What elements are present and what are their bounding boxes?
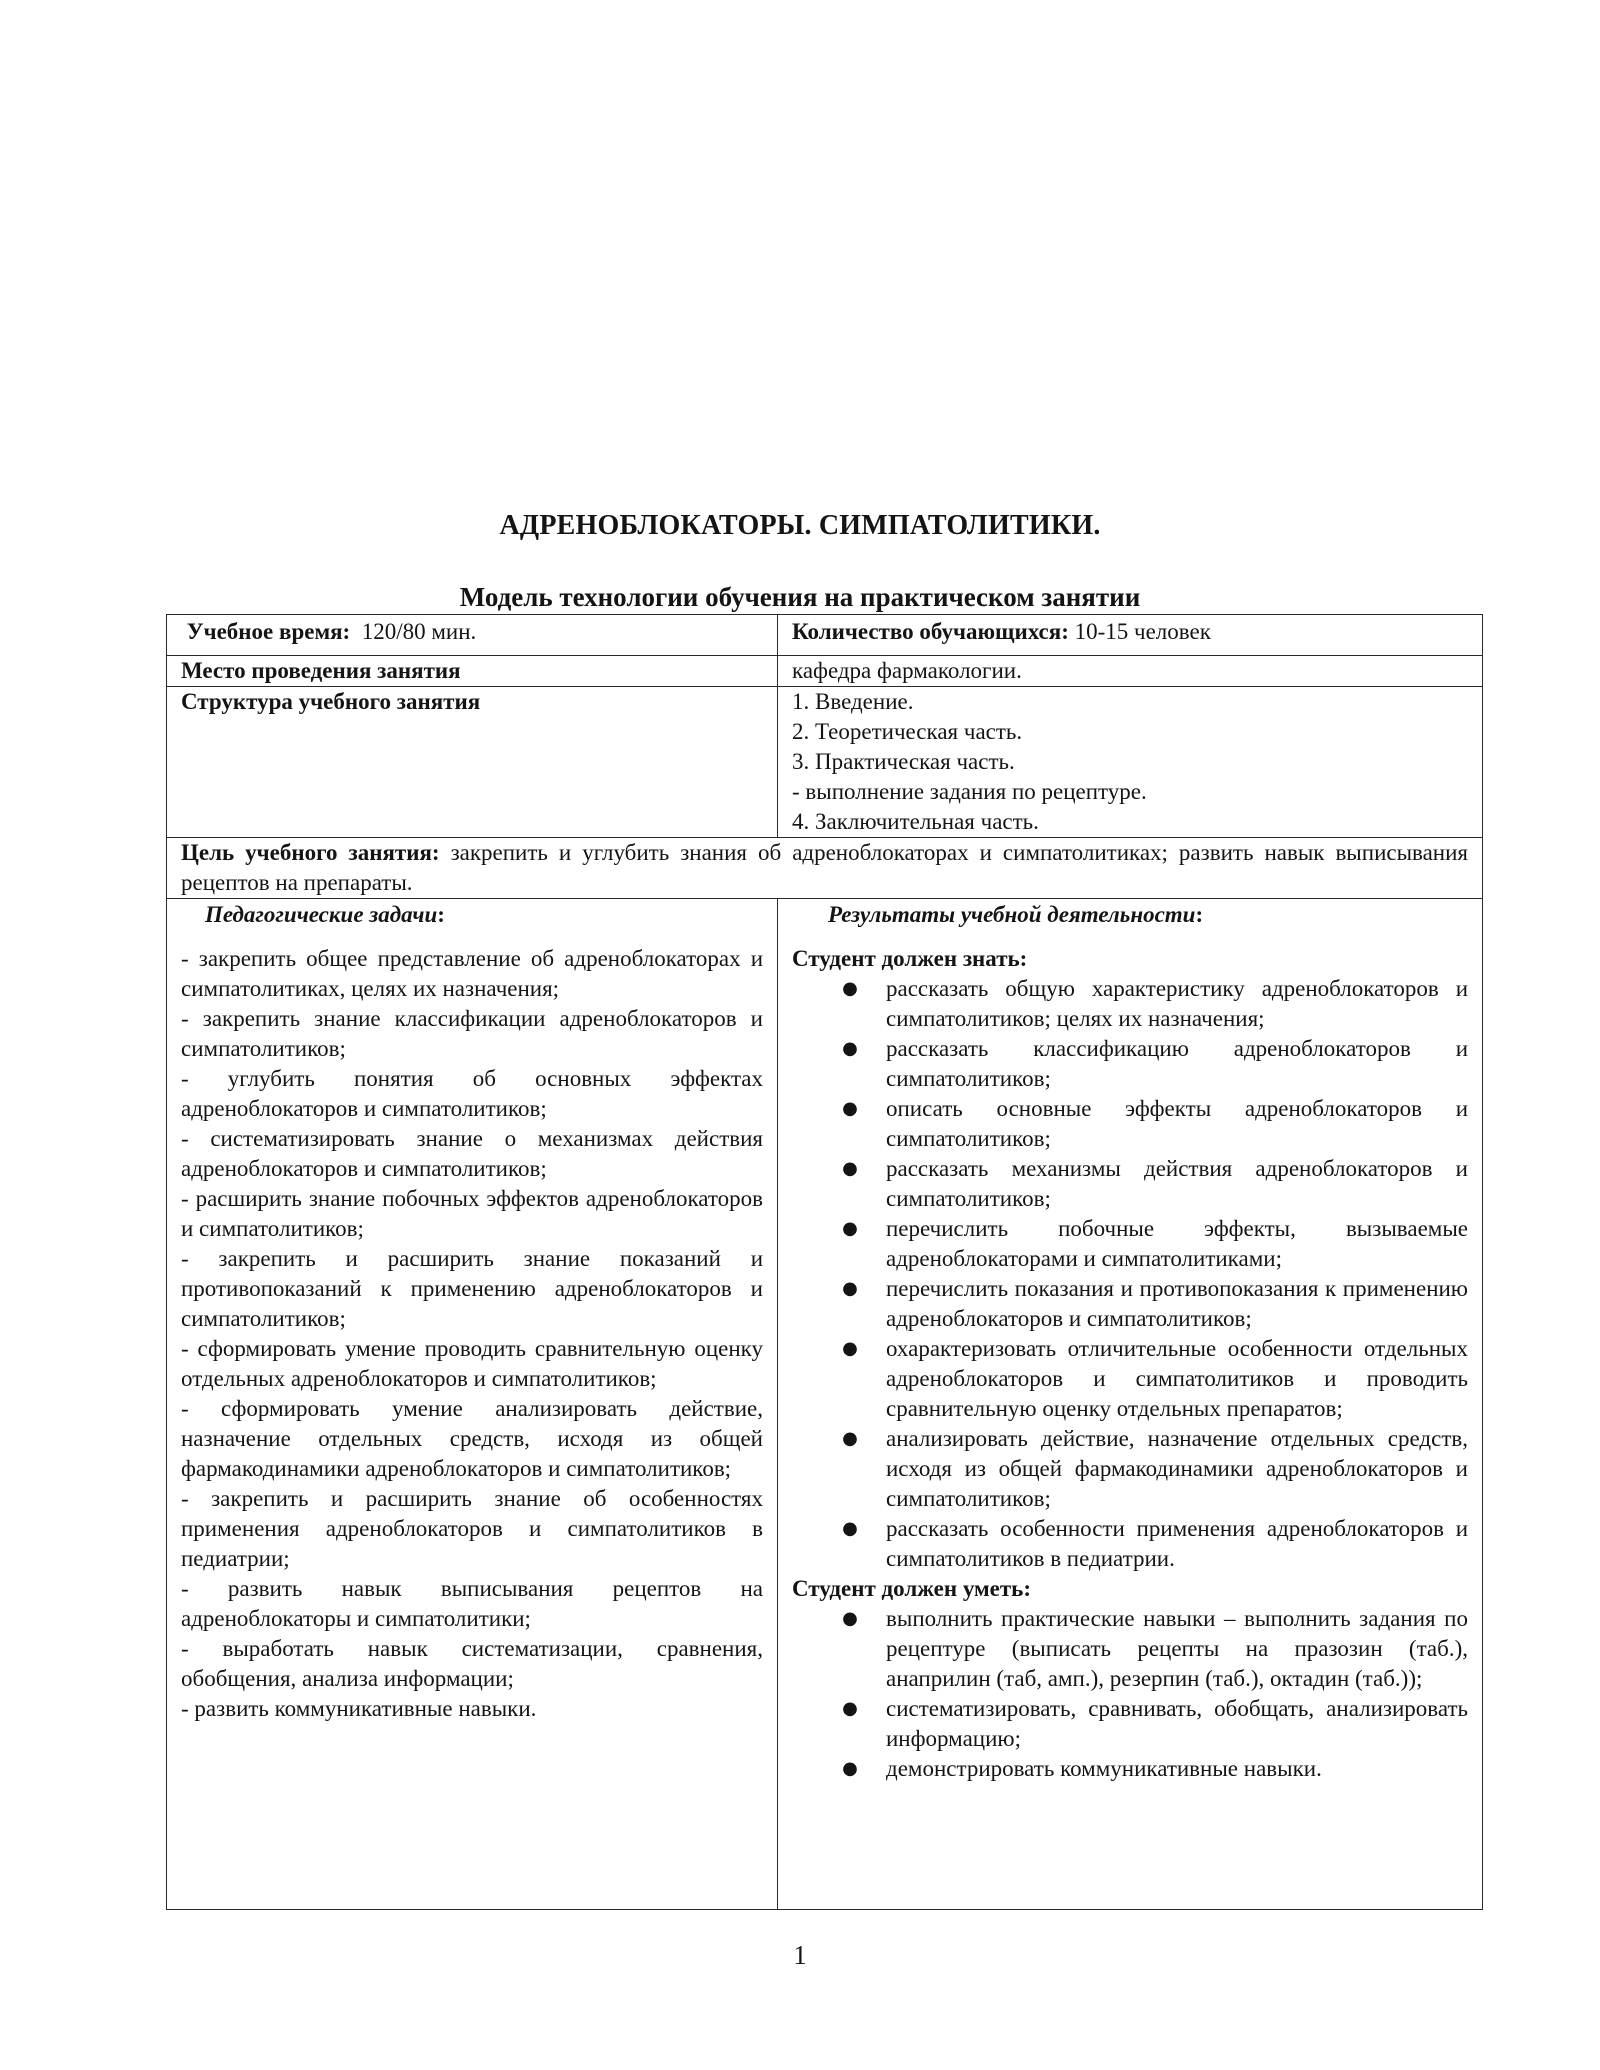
document-title: АДРЕНОБЛОКАТОРЫ. СИМПАТОЛИТИКИ. xyxy=(499,510,1101,541)
list-item: ● систематизировать, сравнивать, обобщать, анализировать информацию; xyxy=(792,1694,1468,1754)
page-number: 1 xyxy=(793,1940,807,1970)
list-item: ● рассказать классификацию адреноблокаторов и симпатолитиков; xyxy=(792,1034,1468,1094)
task-item: - углубить понятия об основных эффектах адреноблокаторов и симпатолитиков; xyxy=(181,1066,763,1121)
structure-item: - выполнение задания по рецептуре. xyxy=(792,779,1147,804)
task-item: - выработать навык систематизации, сравнения, обобщения, анализа информации; xyxy=(181,1636,763,1691)
document-subtitle: Модель технологии обучения на практическом занятии xyxy=(459,582,1141,612)
bullet-icon: ● xyxy=(842,1698,858,1719)
count-label: Количество обучающихся: xyxy=(792,619,1069,644)
table-row xyxy=(167,687,1483,838)
goal-text: закрепить и углубить знания об адреноблокаторах и симпатолитиках; развить навык выписывания рецептов на препараты. xyxy=(181,840,1468,895)
bullet-icon: ● xyxy=(842,1158,858,1179)
bullet-icon: ● xyxy=(842,1428,858,1449)
goal-label: Цель учебного занятия: xyxy=(181,840,440,865)
structure-item: 4. Заключительная часть. xyxy=(792,809,1039,834)
task-item: - систематизировать знание о механизмах действия адреноблокаторов и симпатолитиков; xyxy=(181,1126,763,1181)
task-item: - закрепить и расширить знание показаний и противопоказаний к применению адреноблокаторов и симпатолитиков; xyxy=(181,1246,763,1331)
results-heading: Результаты учебной деятельности: xyxy=(828,902,1204,927)
bullet-icon: ● xyxy=(842,1518,858,1539)
task-item: - сформировать умение проводить сравнительную оценку отдельных адреноблокаторов и симпатолитиков; xyxy=(181,1336,763,1391)
task-item: - развить навык выписывания рецептов на адреноблокаторы и симпатолитики; xyxy=(181,1576,763,1631)
goal-cell xyxy=(167,838,1483,899)
bullet-icon: ● xyxy=(842,1098,858,1119)
structure-item: 3. Практическая часть. xyxy=(792,749,1015,774)
place-label-cell xyxy=(167,656,778,687)
bullet-icon: ● xyxy=(842,1038,858,1059)
list-item: ● перечислить побочные эффекты, вызываемые адреноблокаторами и симпатолитиками; xyxy=(792,1214,1468,1274)
task-item: - закрепить и расширить знание об особенностях применения адреноблокаторов и симпатолитиков в педиатрии; xyxy=(181,1486,763,1571)
can-heading: Студент должен уметь: xyxy=(792,1576,1032,1601)
table-row xyxy=(167,899,1483,1910)
time-value: 120/80 мин. xyxy=(361,619,477,644)
count-value: 10-15 человек xyxy=(1074,619,1211,644)
structure-item: 2. Теоретическая часть. xyxy=(792,719,1023,744)
list-item: ● выполнить практические навыки – выполнить задания по рецептуре (выписать рецепты на празозин (таб.), анаприлин (таб, амп.), резерпин (таб.), октадин (таб.)); xyxy=(792,1604,1468,1694)
place-label: Место проведения занятия xyxy=(181,658,461,683)
know-heading: Студент должен знать: xyxy=(792,946,1028,971)
task-item: - закрепить общее представление об адреноблокаторах и симпатолитиках, целях их назначения; xyxy=(181,946,763,1001)
lesson-model-table xyxy=(166,614,1483,1910)
table-row xyxy=(167,838,1483,899)
bullet-icon: ● xyxy=(842,1218,858,1239)
task-item: - развить коммуникативные навыки. xyxy=(181,1696,537,1721)
task-item: - сформировать умение анализировать действие, назначение отдельных средств, исходя из общей фармакодинамики адреноблокаторов и симпатолитиков; xyxy=(181,1396,763,1481)
list-item: ● охарактеризовать отличительные особенности отдельных адреноблокаторов и симпатолитиков и проводить сравнительную оценку отдельных препаратов; xyxy=(792,1334,1468,1424)
bullet-icon: ● xyxy=(842,1278,858,1299)
task-item: - расширить знание побочных эффектов адреноблокаторов и симпатолитиков; xyxy=(181,1186,763,1241)
time-label: Учебное время: xyxy=(186,619,351,644)
tasks-cell xyxy=(167,899,778,1910)
table-row xyxy=(167,656,1483,687)
bullet-icon: ● xyxy=(842,1758,858,1779)
results-cell xyxy=(778,899,1483,1910)
list-item: ● анализировать действие, назначение отдельных средств, исходя из общей фармакодинамики адреноблокаторов и симпатолитиков; xyxy=(792,1424,1468,1514)
structure-label: Структура учебного занятия xyxy=(181,689,481,714)
list-item: ● демонстрировать коммуникативные навыки. xyxy=(792,1754,1468,1784)
time-cell xyxy=(167,615,778,656)
bullet-icon: ● xyxy=(842,1608,858,1629)
list-item: ● перечислить показания и противопоказания к применению адреноблокаторов и симпатолитиков; xyxy=(792,1274,1468,1334)
place-value: кафедра фармакологии. xyxy=(792,658,1022,683)
place-value-cell xyxy=(778,656,1483,687)
structure-label-cell xyxy=(167,687,778,838)
structure-item: 1. Введение. xyxy=(792,689,914,714)
list-item: ● рассказать механизмы действия адреноблокаторов и симпатолитиков; xyxy=(792,1154,1468,1214)
structure-list-cell xyxy=(778,687,1483,838)
tasks-heading: Педагогические задачи: xyxy=(205,902,445,927)
bullet-icon: ● xyxy=(842,1338,858,1359)
list-item: ● рассказать общую характеристику адреноблокаторов и симпатолитиков; целях их назначения; xyxy=(792,974,1468,1034)
can-list xyxy=(792,1604,1468,1784)
know-list xyxy=(792,974,1468,1574)
count-cell xyxy=(778,615,1483,656)
table-row xyxy=(167,615,1483,656)
list-item: ● описать основные эффекты адреноблокаторов и симпатолитиков; xyxy=(792,1094,1468,1154)
list-item: ● рассказать особенности применения адреноблокаторов и симпатолитиков в педиатрии. xyxy=(792,1514,1468,1574)
bullet-icon: ● xyxy=(842,978,858,999)
task-item: - закрепить знание классификации адреноблокаторов и симпатолитиков; xyxy=(181,1006,763,1061)
